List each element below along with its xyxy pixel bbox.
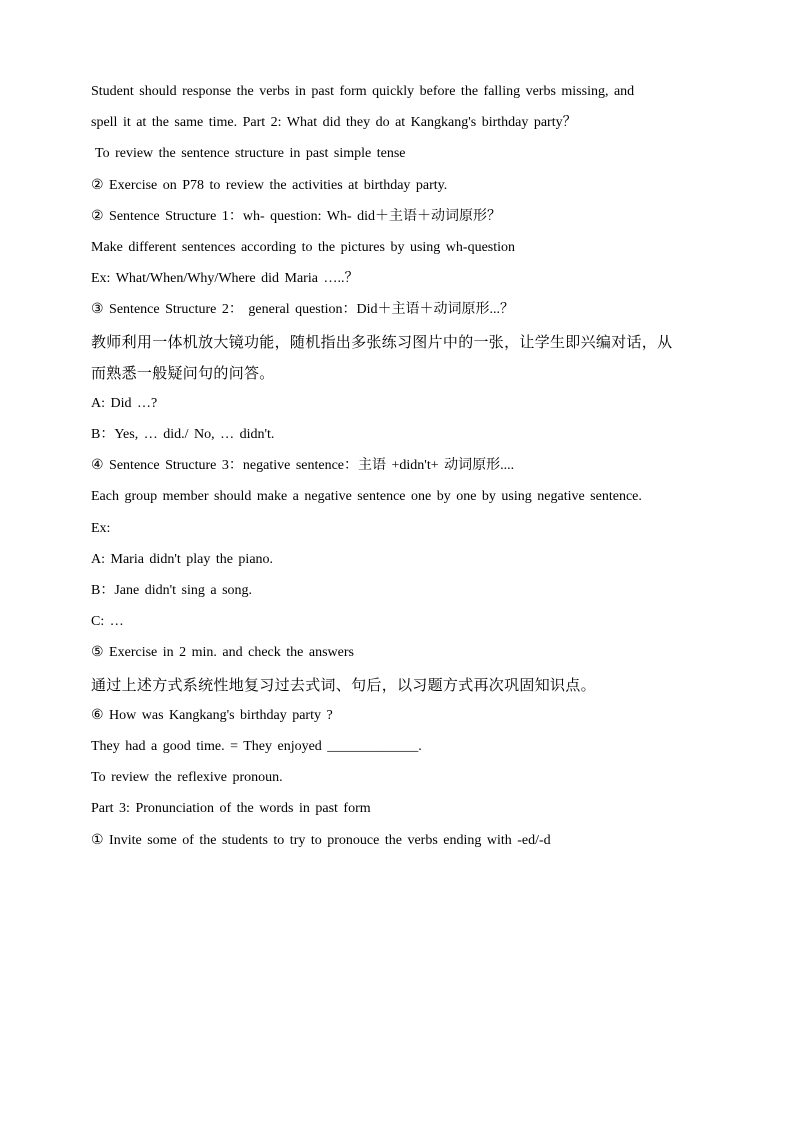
text-line: Each group member should make a negative sentence one by one by using negative sentence. <box>91 489 642 505</box>
text-line: B：Yes, … did./ No, … didn't. <box>91 427 275 443</box>
text-line-chinese: 而熟悉一般疑问句的问答。 <box>91 363 275 382</box>
text-line: To review the reflexive pronoun. <box>91 770 283 786</box>
text-line-chinese: 教师利用一体机放大镜功能，随机指出多张练习图片中的一张，让学生即兴编对话，从 <box>91 332 673 351</box>
text-line: B：Jane didn't sing a song. <box>91 583 253 598</box>
text-line: ② Exercise on P78 to review the activities at birthday party. <box>91 177 448 193</box>
text-line: A: Maria didn't play the piano. <box>91 551 274 567</box>
text-line: Part 3: Pronunciation of the words in past form <box>91 801 371 817</box>
text-line: They had a good time. = They enjoyed _____________. <box>91 738 422 754</box>
text-line: Make different sentences according to the pictures by using wh-question <box>91 239 516 255</box>
text-line: To review the sentence structure in past simple tense <box>95 146 406 162</box>
text-line: ⑥ How was Kangkang's birthday party ? <box>91 707 333 723</box>
text-line: ③ Sentence Structure 2： general question：Did＋主语＋动词原形...？ <box>91 302 515 318</box>
text-line: ④ Sentence Structure 3：negative sentence：主语 +didn't+ 动词原形.... <box>91 458 515 474</box>
text-line: Student should response the verbs in past form quickly before the falling verbs missing, and <box>91 84 635 99</box>
text-line-chinese: 通过上述方式系统性地复习过去式词、句后，以习题方式再次巩固知识点。 <box>91 675 596 694</box>
text-line: Ex: <box>91 520 111 536</box>
text-line: ① Invite some of the students to try to pronouce the verbs ending with -ed/-d <box>91 832 551 848</box>
text-line: ② Sentence Structure 1：wh- question: Wh- did＋主语＋动词原形？ <box>91 208 502 224</box>
text-line: Ex: What/When/Why/Where did Maria …..？ <box>91 271 359 287</box>
text-line: A: Did …? <box>91 395 158 411</box>
text-line: ⑤ Exercise in 2 min. and check the answers <box>91 645 354 661</box>
document-body <box>91 80 711 860</box>
text-line: spell it at the same time. Part 2: What did they do at Kangkang's birthday party？ <box>91 115 577 131</box>
text-line: C: … <box>91 614 124 630</box>
